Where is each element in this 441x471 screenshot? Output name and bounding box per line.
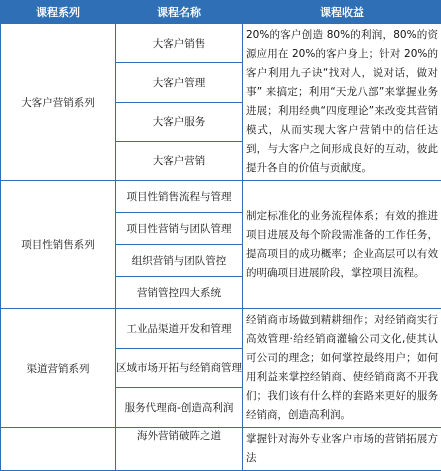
course-cell: 项目性营销与团队管理 xyxy=(116,213,243,245)
series-cell xyxy=(1,428,116,471)
header-course: 课程名称 xyxy=(116,1,243,24)
course-cell: 大客户管理 xyxy=(116,63,243,102)
course-cell: 服务代理商-创造高利润 xyxy=(116,388,243,428)
header-series: 课程系列 xyxy=(1,1,116,24)
gain-cell: 制定标准化的业务流程体系；有效的推进项目进展及每个阶段需准备的工作任务，提高项目的成功概率；企业高层可以有效的明确项目进展阶段，掌控项目流程。 xyxy=(243,181,441,309)
gain-cell: 掌握针对海外专业客户市场的营销拓展方法 xyxy=(243,428,441,471)
gain-cell: 20%的客户创造 80%的利润，80%的资源应用在 20%的客户身上；针对 20%的客户利用九子诀“找对人，说对话，做对事” 来搞定；利用“天龙八部”来掌握业务进展；利用经典“四度理论”来改变其营销模式，从而实现大客户营销中的信任达到，与大客户之间形成良好的互动，彼此提升各自的价值与贡献度。 xyxy=(243,24,441,181)
course-cell: 工业品渠道开发和管理 xyxy=(116,309,243,349)
course-cell: 大客户销售 xyxy=(116,24,243,63)
header-row xyxy=(1,1,441,24)
course-cell: 组织营销与团队管控 xyxy=(116,245,243,277)
table-row xyxy=(1,24,441,63)
header-gain: 课程收益 xyxy=(243,1,441,24)
series-cell: 渠道营销系列 xyxy=(1,309,116,428)
table-row xyxy=(1,309,441,349)
course-cell: 营销管控四大系统 xyxy=(116,277,243,309)
gain-cell: 经销商市场做到精耕细作；对经销商实行高效管理·给经销商灌输公司文化,使其认可公司的理念；如何掌控最终用户；如何用利益来掌控经销商、使经销商离不开我们；我们该有什么样的套路来更好的服务经销商，创造高利润。 xyxy=(243,309,441,428)
table-row xyxy=(1,181,441,213)
course-cell: 大客户服务 xyxy=(116,102,243,141)
series-cell: 大客户营销系列 xyxy=(1,24,116,181)
course-cell: 大客户营销 xyxy=(116,141,243,180)
series-cell: 项目性销售系列 xyxy=(1,181,116,309)
course-cell: 海外营销破阵之道 xyxy=(116,428,243,471)
table-row xyxy=(1,428,441,471)
course-cell: 项目性销售流程与管理 xyxy=(116,181,243,213)
course-cell: 区域市场开拓与经销商管理 xyxy=(116,348,243,388)
